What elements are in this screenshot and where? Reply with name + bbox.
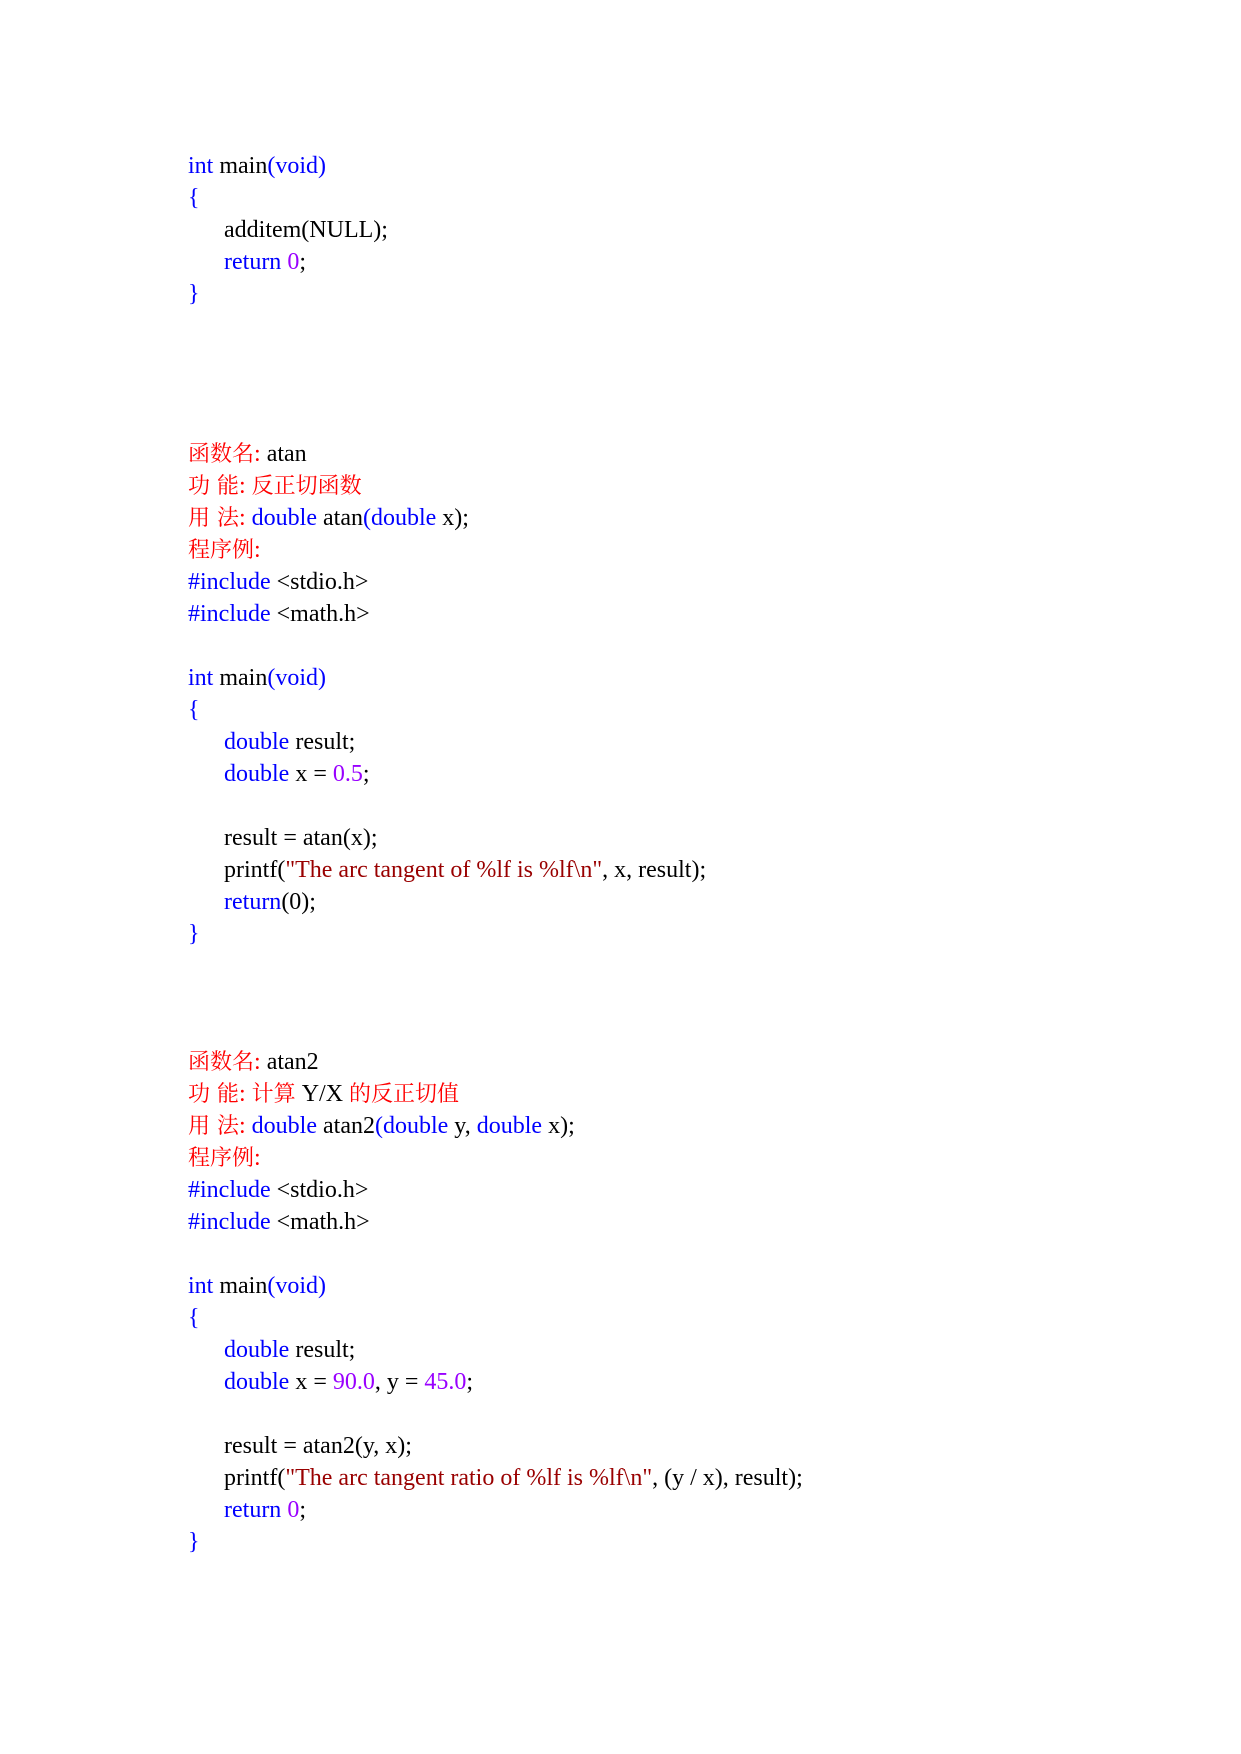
function-description: 反正切函数 (251, 474, 362, 499)
function-desc-line (188, 1078, 459, 1111)
function-description: 的反正切值 (349, 1082, 460, 1107)
open-brace: { (188, 1305, 200, 1331)
code-text: main (213, 153, 268, 179)
keyword: double (224, 1369, 290, 1395)
close-brace: } (188, 1529, 200, 1555)
label-separator: : (254, 1049, 267, 1075)
keyword: int (188, 1273, 214, 1299)
code-line-printf (224, 1462, 803, 1495)
code-text: <stdio.h> (270, 1177, 369, 1203)
keyword: double (251, 505, 317, 531)
label-separator: : (239, 505, 252, 531)
number-literal: 0.5 (332, 761, 363, 787)
code-text: ; (362, 761, 370, 787)
code-text: <math.h> (270, 601, 370, 627)
keyword: return (224, 889, 282, 915)
code-line-decl-result (224, 726, 355, 759)
code-line-return (224, 1494, 306, 1527)
code-text: x = (289, 1369, 333, 1395)
open-brace: { (188, 697, 200, 723)
keyword: (void) (267, 665, 326, 691)
keyword: double (224, 1337, 290, 1363)
code-line-assign: result = atan2(y, x); (224, 1433, 412, 1459)
keyword: (double (374, 1113, 449, 1139)
code-text: ; (299, 249, 306, 275)
code-text: ; (466, 1369, 474, 1395)
code-text: y, (448, 1113, 477, 1139)
code-line-assign: result = atan(x); (224, 825, 378, 851)
code-line-decl-xy (224, 1366, 473, 1399)
keyword: double (251, 1113, 317, 1139)
code-line-printf (224, 854, 706, 887)
label-separator: : (239, 473, 252, 499)
function-description: 计算 (251, 1082, 296, 1107)
label-separator: : (254, 441, 267, 467)
close-brace: } (188, 281, 200, 307)
code-text: atan (317, 505, 363, 531)
keyword: int (188, 665, 214, 691)
code-line-main-signature (188, 662, 326, 695)
include-stdio-line (188, 1174, 368, 1207)
code-line-return (224, 246, 306, 279)
usage-label: 用 法 (188, 506, 239, 531)
number-literal: 45.0 (424, 1369, 467, 1395)
number-literal: 90.0 (332, 1369, 375, 1395)
preprocessor-directive: #include (188, 1209, 271, 1235)
code-text: (0); (281, 889, 316, 915)
code-text: printf( (224, 857, 286, 883)
keyword: (void) (267, 1273, 326, 1299)
example-label: 程序例 (188, 538, 255, 563)
code-text: <stdio.h> (270, 569, 369, 595)
string-literal: "The arc tangent ratio of %lf is %lf\n" (285, 1465, 653, 1491)
code-line-return (224, 886, 316, 919)
keyword: (void) (267, 153, 326, 179)
number-literal: 0 (281, 249, 300, 275)
label-separator: : (254, 1145, 261, 1171)
preprocessor-directive: #include (188, 601, 271, 627)
code-text: main (213, 1273, 268, 1299)
keyword: return (224, 1497, 282, 1523)
code-text: , (y / x), result); (652, 1465, 803, 1491)
code-text: , y = (374, 1369, 425, 1395)
code-text: x = (289, 761, 333, 787)
code-line-main-signature (188, 150, 326, 183)
code-text: main (213, 665, 268, 691)
code-text: atan2 (317, 1113, 375, 1139)
usage-label: 用 法 (188, 1114, 239, 1139)
code-text: ; (299, 1497, 306, 1523)
code-text: x); (542, 1113, 575, 1139)
example-label-line (188, 1142, 261, 1175)
usage-line (188, 1110, 575, 1143)
function-desc-line (188, 470, 362, 503)
open-brace: { (188, 185, 200, 211)
code-text: printf( (224, 1465, 286, 1491)
keyword: (double (362, 505, 437, 531)
label-separator: : (254, 537, 261, 563)
function-name-line (188, 438, 307, 471)
preprocessor-directive: #include (188, 1177, 271, 1203)
keyword: double (224, 761, 290, 787)
label-separator: : (239, 1081, 252, 1107)
function-label: 功 能 (188, 474, 239, 499)
function-name: atan2 (266, 1049, 319, 1075)
code-text: result; (289, 729, 356, 755)
code-line-decl-result (224, 1334, 355, 1367)
include-math-line (188, 1206, 370, 1239)
code-text: result; (289, 1337, 356, 1363)
usage-line (188, 502, 469, 535)
code-line-additem: additem(NULL); (224, 217, 388, 243)
code-line-decl-x (224, 758, 370, 791)
function-label: 功 能 (188, 1082, 239, 1107)
preprocessor-directive: #include (188, 569, 271, 595)
function-description-var: Y/X (295, 1081, 350, 1107)
keyword: return (224, 249, 282, 275)
number-literal: 0 (281, 1497, 300, 1523)
string-literal: "The arc tangent of %lf is %lf\n" (285, 857, 603, 883)
code-text: , x, result); (602, 857, 707, 883)
keyword: double (224, 729, 290, 755)
function-name: atan (266, 441, 307, 467)
code-text: x); (436, 505, 469, 531)
function-name-label: 函数名 (188, 1050, 255, 1075)
label-separator: : (239, 1113, 252, 1139)
include-math-line (188, 598, 370, 631)
example-label: 程序例 (188, 1146, 255, 1171)
keyword: int (188, 153, 214, 179)
include-stdio-line (188, 566, 368, 599)
example-label-line (188, 534, 261, 567)
function-name-line (188, 1046, 319, 1079)
keyword: double (476, 1113, 543, 1139)
function-name-label: 函数名 (188, 442, 255, 467)
code-line-main-signature (188, 1270, 326, 1303)
close-brace: } (188, 921, 200, 947)
code-text: <math.h> (270, 1209, 370, 1235)
